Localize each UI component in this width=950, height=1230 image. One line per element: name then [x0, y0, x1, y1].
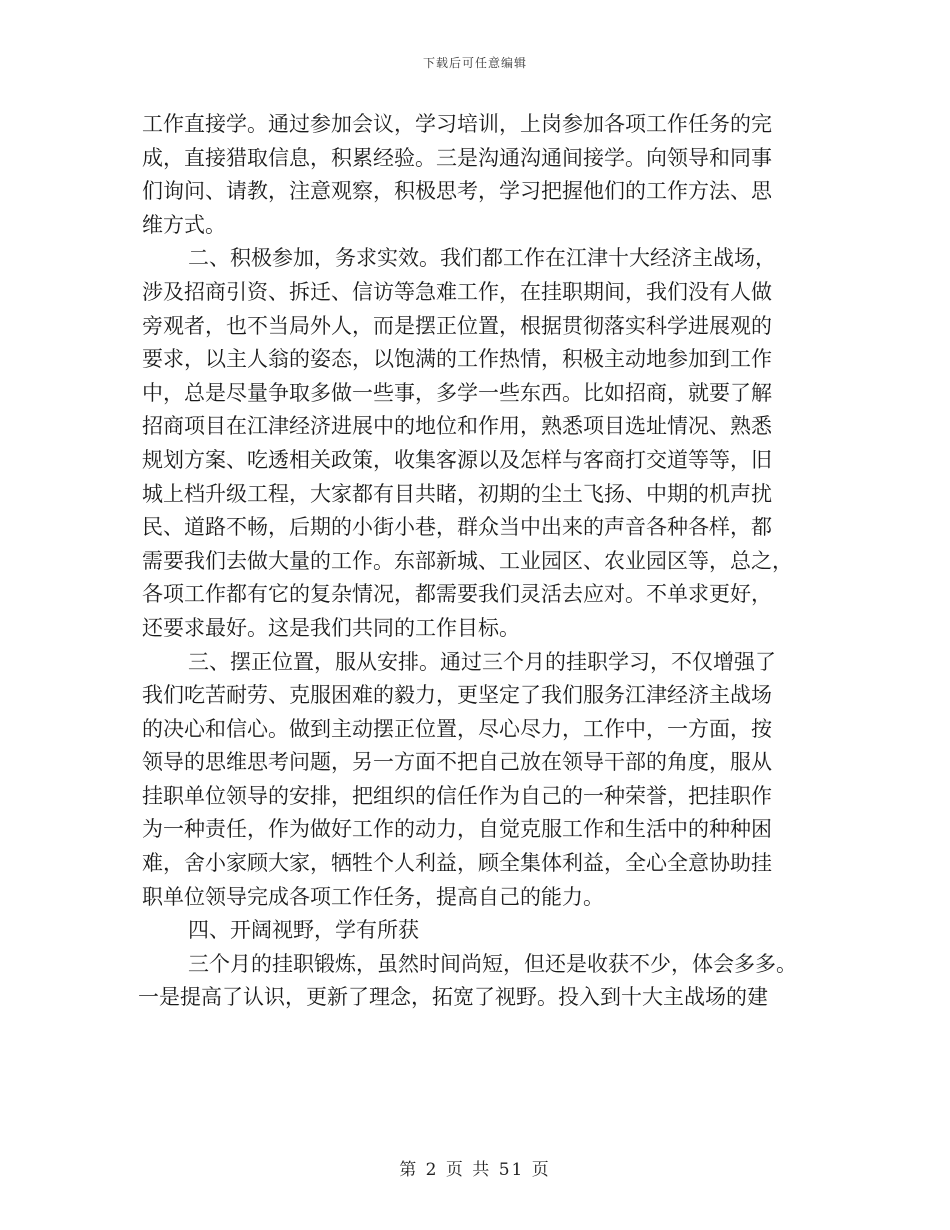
text-line: 的决心和信心。做到主动摆正位置，尽心尽力，工作中，一方面，按 — [142, 716, 772, 741]
text-line: 中，总是尽量争取多做一些事，多学一些东西。比如招商，就要了解 — [142, 380, 772, 405]
page-header: 下载后可任意编辑 — [422, 56, 527, 70]
text-line: 要求，以主人翁的姿态，以饱满的工作热情，积极主动地参加到工作 — [142, 347, 772, 372]
text-line: 还要求最好。这是我们共同的工作目标。 — [142, 615, 520, 640]
text-line: 工作直接学。通过参加会议，学习培训，上岗参加各项工作任务的完 — [142, 112, 772, 136]
text-line: 难，舍小家顾大家，牺牲个人利益，顾全集体利益，全心全意协助挂 — [142, 851, 772, 876]
text-line: 职单位领导完成各项工作任务，提高自己的能力。 — [142, 884, 604, 909]
paragraph-start-line: 二、积极参加，务求实效。我们都工作在江津十大经济主战场， — [188, 246, 776, 271]
section-heading-line: 四、开阔视野，学有所获 — [188, 918, 419, 943]
text-line: 们询问、请教，注意观察，积极思考，学习把握他们的工作方法、思 — [142, 179, 772, 204]
text-line: 成，直接猎取信息，积累经验。三是沟通沟通间接学。向领导和同事 — [142, 145, 772, 170]
text-line: 规划方案、吃透相关政策，收集客源以及怎样与客商打交道等等，旧 — [142, 447, 772, 472]
text-line: 城上档升级工程，大家都有目共睹，初期的尘土飞扬、中期的机声扰 — [142, 481, 772, 506]
text-line: 我们吃苦耐劳、克服困难的毅力，更坚定了我们服务江津经济主战场 — [142, 683, 772, 708]
page-number-footer: 第 2 页 共 51 页 — [399, 1160, 551, 1180]
paragraph-start-line: 三、摆正位置，服从安排。通过三个月的挂职学习，不仅增强了 — [188, 649, 776, 674]
text-line: 挂职单位领导的安排，把组织的信任作为自己的一种荣誉，把挂职作 — [142, 783, 772, 808]
text-line: 一是提高了认识，更新了理念，拓宽了视野。投入到十大主战场的建 — [138, 985, 768, 1010]
text-line: 民、道路不畅，后期的小街小巷，群众当中出来的声音各种各样，都 — [142, 515, 772, 540]
text-line: 为一种责任，作为做好工作的动力，自觉克服工作和生活中的种种困 — [142, 817, 772, 842]
text-line: 维方式。 — [142, 212, 226, 237]
paragraph-start-line: 三个月的挂职锻炼，虽然时间尚短，但还是收获不少，体会多多。 — [188, 951, 797, 976]
text-line: 旁观者，也不当局外人，而是摆正位置，根据贯彻落实科学进展观的 — [142, 313, 772, 338]
text-line: 各项工作都有它的复杂情况，都需要我们灵活去应对。不单求更好， — [142, 582, 772, 607]
text-line: 需要我们去做大量的工作。东部新城、工业园区、农业园区等，总之， — [142, 548, 793, 573]
text-line: 招商项目在江津经济进展中的地位和作用，熟悉项目选址情况、熟悉 — [142, 414, 772, 439]
body-text — [138, 108, 808, 1015]
text-line: 领导的思维思考问题，另一方面不把自己放在领导干部的角度，服从 — [142, 750, 772, 775]
text-line: 涉及招商引资、拆迁、信访等急难工作，在挂职期间，我们没有人做 — [142, 279, 772, 304]
